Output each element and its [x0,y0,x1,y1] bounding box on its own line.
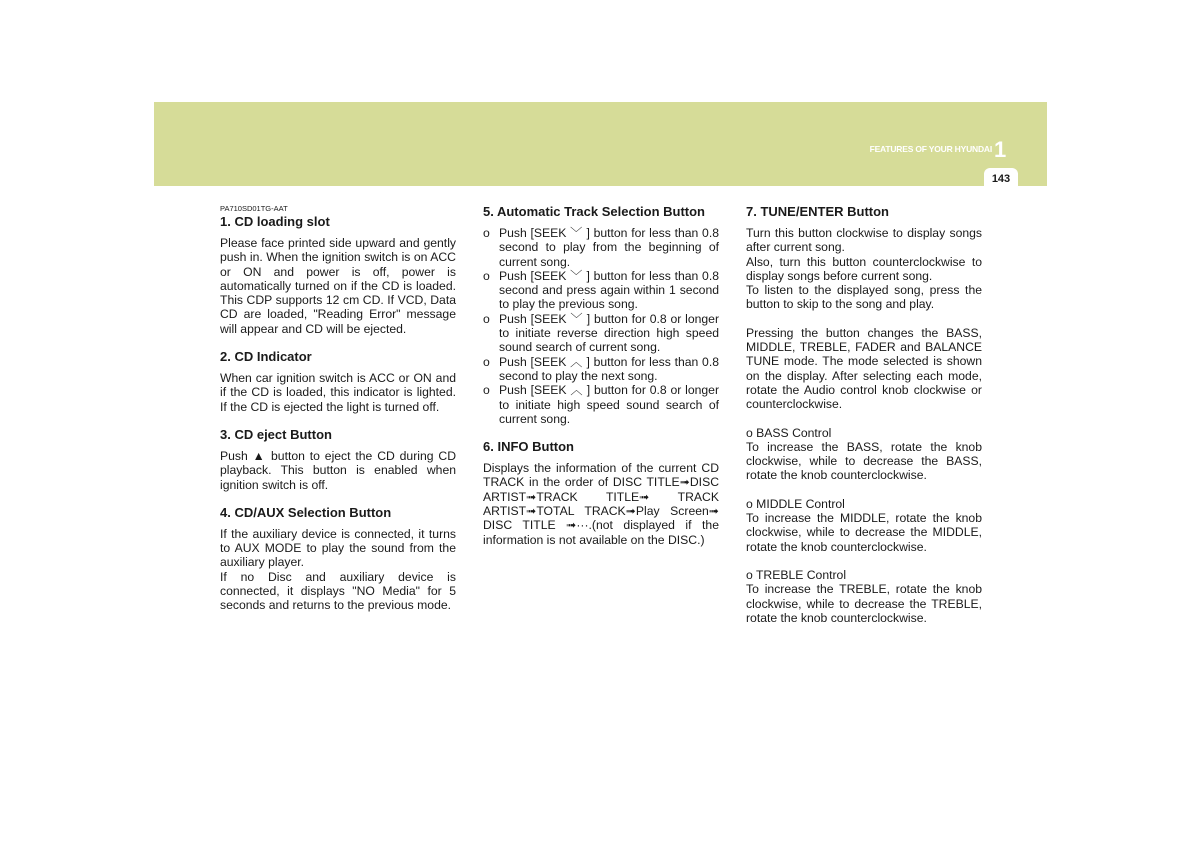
section-cd-eject [220,427,456,492]
list-item: o Push [SEEK ︿ ] button for 0.8 or longer to initiate high speed sound search of current song. [483,383,719,426]
chapter-number: 1 [994,137,1007,162]
section-text: To increase the TREBLE, rotate the knob clockwise, while to decrease the TREBLE, rotate the knob counterclockwise. [746,582,982,625]
column-left [220,200,456,626]
document-code: PA710SD01TG-AAT [220,204,288,213]
section-text: Turn this button clockwise to display songs after current song. [746,226,982,255]
subsection-heading: o MIDDLE Control [746,496,845,511]
page-number: 143 [991,173,1011,185]
section-cd-aux-selection [220,505,456,613]
list-item: o Push [SEEK ﹀ ] button for less than 0.8 second and press again within 1 second to play the previous song. [483,268,719,312]
section-text: To increase the MIDDLE, rotate the knob clockwise, while to decrease the MIDDLE, rotate the knob counterclockwise. [746,511,982,554]
list-item: o Push [SEEK ﹀ ] button for 0.8 or longer to initiate reverse direction high speed sound search of current song. [483,311,719,355]
subsection-heading: o BASS Control [746,425,832,440]
section-text: To listen to the displayed song, press the button to skip to the song and play. [746,283,982,312]
section-text: To increase the BASS, rotate the knob clockwise, while to decrease the BASS, rotate the knob counterclockwise. [746,439,982,483]
section-heading: 3. CD eject Button [220,426,332,442]
column-right [746,200,982,625]
subsection-heading: o TREBLE Control [746,567,847,582]
section-cd-indicator [220,349,456,414]
list-item: o Push [SEEK ﹀ ] button for less than 0.8 second to play from the beginning of current song. [483,226,719,269]
section-heading: 1. CD loading slot [220,214,330,229]
section-text: Push ▲ button to eject the CD during CD playback. This button is enabled when ignition switch is off. [220,448,456,492]
section-text: When car ignition switch is ACC or ON and if the CD is loaded, this indicator is lighted. If the CD is ejected the light is turned off. [220,371,456,414]
section-text: If the auxiliary device is connected, it turns to AUX MODE to play the sound from the auxiliary player. [220,526,456,570]
column-middle [483,200,719,560]
section-text: Please face printed side upward and gently push in. When the ignition switch is on ACC or ON and power is off, power is automatically turned on if the CD is loaded. This CDP supports 12 cm CD. If VCD, Data CD are loaded, "Reading Error" message will appear and CD will be ejected. [220,236,456,336]
section-heading: 6. INFO Button [483,439,574,455]
section-cd-loading-slot [220,214,456,336]
section-heading: 5. Automatic Track Selection Button [483,204,706,219]
section-heading: 4. CD/AUX Selection Button [220,504,392,520]
section-title: FEATURES OF YOUR HYUNDAI [869,144,992,154]
section-automatic-track-selection [483,204,719,426]
section-heading: 2. CD Indicator [220,349,312,365]
section-heading: 7. TUNE/ENTER Button [746,204,889,219]
section-text: Pressing the button changes the BASS, MIDDLE, TREBLE, FADER and BALANCE TUNE mode. The mode selected is shown on the display. After selecting each mode, rotate the Audio control knob clockwise or counterclockwise. [746,325,982,412]
bullet-list [483,226,719,426]
list-item: o Push [SEEK ︿ ] button for less than 0.8 second to play the next song. [483,354,719,383]
section-text: If no Disc and auxiliary device is connected, it displays "NO Media" for 5 seconds and returns to the previous mode. [220,569,456,613]
section-text: Also, turn this button counterclockwise to display songs before current song. [746,254,982,283]
section-info-button [483,439,719,547]
section-text: Displays the information of the current CD TRACK in the order of DISC TITLE➟DISC ARTIST➟TRACK TITLE➟ TRACK ARTIST➟TOTAL TRACK➟Play Screen➟ DISC TITLE ➟···.(not displayed if the information is not available on the DISC.) [483,461,719,547]
